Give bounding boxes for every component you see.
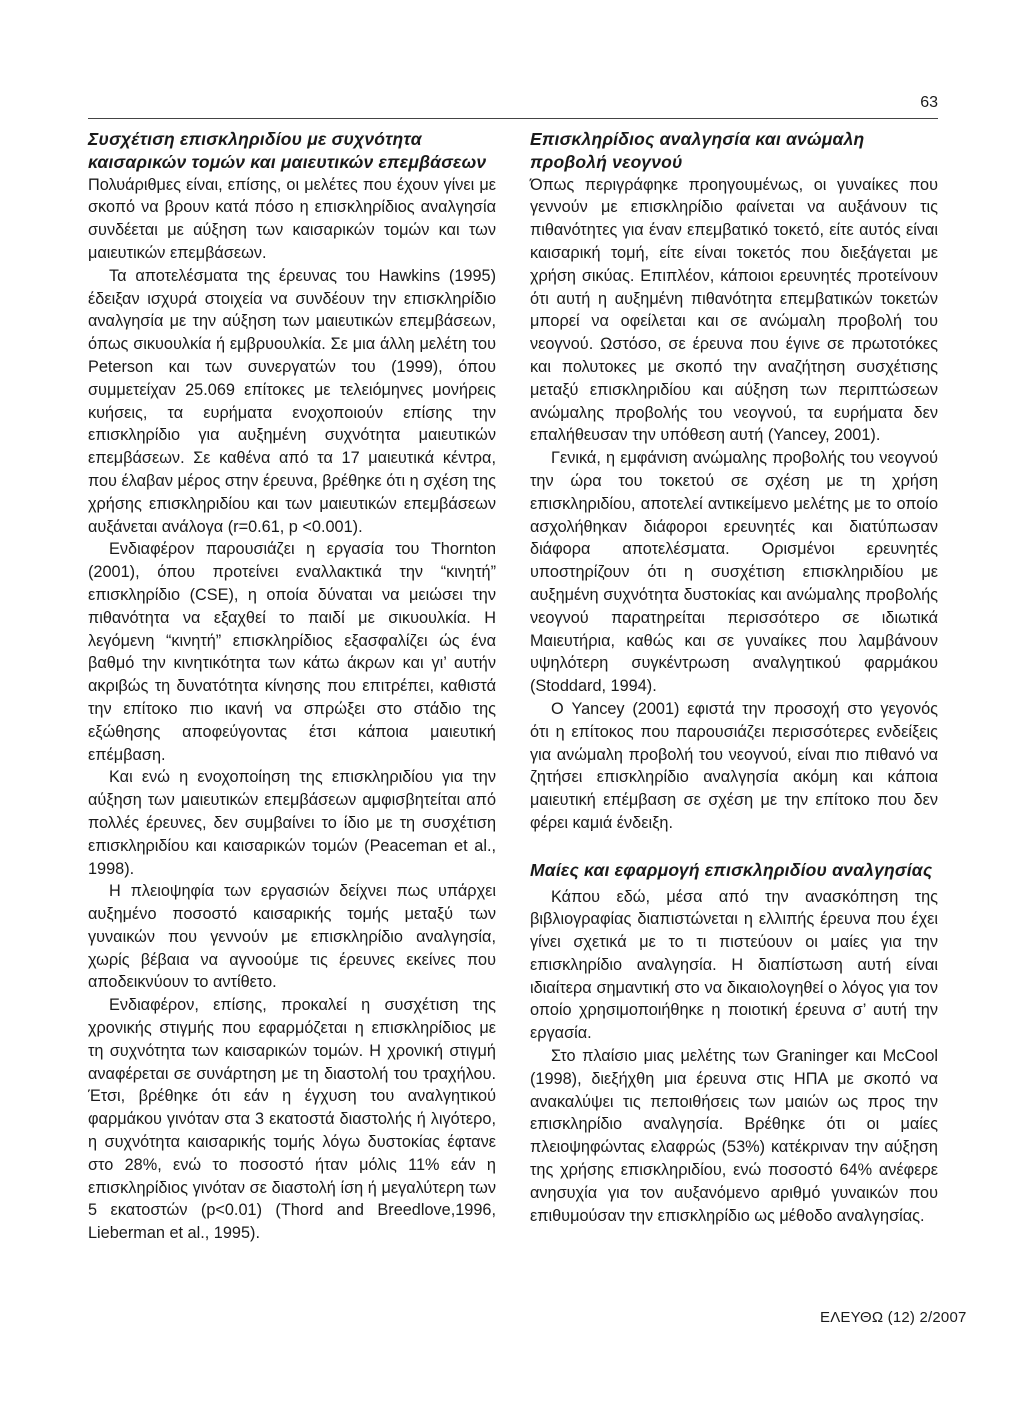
journal-footer: ΕΛΕΥΘΩ (12) 2/2007: [820, 1309, 967, 1326]
paragraph: Κάπου εδώ, μέσα από την ανασκόπηση της βιβλιογραφίας διαπιστώνεται η ελλιπής έρευνα που έχει γίνει σχετικά με το τι πιστεύουν οι μαίες για την επισκληρίδιο αναλγησία. Η διαπίστωση αυτή είναι ιδιαίτερα σημαντική στο να δικαιολογηθεί ο λόγος για τον οποίο χρησιμοποιήθηκε η ποιοτική έρευνα σ’ αυτή την εργασία.: [530, 887, 938, 1043]
section-heading-cesarean-correlation: Συσχέτιση επισκληριδίου με συχνότητα καισαρικών τομών και μαιευτικών επεμβάσεων: [88, 129, 487, 172]
paragraph: Πολυάριθμες είναι, επίσης, οι μελέτες που έχουν γίνει με σκοπό να βρουν κατά πόσο η επισκληρίδιος αναλγησία συνδέεται με αύξηση των καισαρικών τομών και των μαιευτικών επεμβάσεων.: [88, 175, 496, 262]
paragraph: Τα αποτελέσματα της έρευνας του Hawkins (1995) έδειξαν ισχυρά στοιχεία να συνδέουν την επισκληρίδιο αναλγησία με την αύξηση των μαιευτικών επεμβάσεων, όπως σικυουλκία ή εμβρυουλκία. Σε μια άλλη μελέτη του Peterson και των συνεργατών του (1999), όπου συμμετείχαν 25.069 επίτοκες με τελειόμηνες μονήρεις κυήσεις, τα ευρήματα ενοχοποιούν επίσης την επισκληρίδιο για αυξημένη συχνότητα μαιευτικών επεμβάσεων. Σε καθένα από τα 17 μαιευτικά κέντρα, που έλαβαν μέρος στην έρευνα, βρέθηκε ότι η σχέση της χρήσης επισκληριδίου και των μαιευτικών επεμβάσεων αυξάνεται ανάλογα (r=0.61, p <0.001).: [88, 266, 497, 536]
header-rule: [88, 118, 938, 119]
paragraph: Στο πλαίσιο μιας μελέτης των Graninger και McCool (1998), διεξήχθη μια έρευνα στις ΗΠΑ με σκοπό να ανακαλύψει τις πεποιθήσεις των μαιών ως προς την επισκληρίδιο αναλγησία. Βρέθηκε ότι οι μαίες πλειοψηφώντας ελαφρώς (53%) κατέκριναν την αύξηση της χρήσης επισκληριδίου, ενώ ποσοστό 64% ανέφερε ανησυχία για τον αυξανόμενο αριθμό γυναικών που επιθυμούσαν την επισκληρίδιο ως μέθοδο αναλγησίας.: [530, 1047, 938, 1225]
paragraph: Όπως περιγράφηκε προηγουμένως, οι γυναίκες που γεννούν με επισκληρίδιο φαίνεται να αυξάνουν τις πιθανότητες για έναν επεμβατικό τοκετό, είτε αυτός είναι καισαρική τομή, είτε είναι τοκετός που διεξάγεται με χρήση σικύας. Επιπλέον, κάποιοι ερευνητές προτείνουν ότι αυτή η αυξημένη πιθανότητα επεμβατικών τοκετών μπορεί να οφείλεται και σε ανώμαλη προβολή του νεογνού. Ωστόσο, σε έρευνα που έγινε σε πρωτοτόκες και πολυτοκες με σκοπό την αναζήτηση συσχέτισης μεταξύ επισκληριδίου και αύξηση των περιπτώσεων ανώμαλης προβολής του νεογνού, τα ευρήματα δεν επαλήθευσαν την υπόθεση αυτή (Yancey, 2001).: [530, 175, 938, 445]
paragraph: Ενδιαφέρον παρουσιάζει η εργασία του Thornton (2001), όπου προτείνει εναλλακτικά την “κινητή” επισκληρίδιο (CSE), η οποία δύναται να μειώσει την πιθανότητα να εξαχθεί το παιδί με σικυουλκία. Η λεγόμενη “κινητή” επισκληρίδιος εξασφαλίζει ώς ένα βαθμό την κινητικότητα των κάτω άκρων και γι’ αυτήν ακριβώς τη δυνατότητα κίνησης που επιτρέπει, καθιστά την επίτοκο πιο ικανή να σπρώξει στο στάδιο της εξώθησης αποφεύγοντας έτσι κάποια μαιευτική επέμβαση.: [88, 540, 496, 764]
page-number: 63: [920, 94, 938, 111]
left-column: [88, 128, 496, 1245]
paragraph: Και ενώ η ενοχοποίηση της επισκληριδίου για την αύξηση των μαιευτικών επεμβάσεων αμφισβητείται από πολλές έρευνες, δεν συμβαίνει το ίδιο με τη συσχέτιση επισκληριδίου και καισαρικών τομών (Peaceman et al., 1998).: [88, 768, 496, 878]
paragraph: Η πλειοψηφία των εργασιών δείχνει πως υπάρχει αυξημένο ποσοστό καισαρικής τομής μεταξύ των γυναικών που γεννούν με επισκληρίδιο αναλγησία, χωρίς βέβαια να αγνοούμε τις έρευνες εκείνες που αποδεικνύουν το αντίθετο.: [88, 882, 496, 992]
paragraph: Ο Yancey (2001) εφιστά την προσοχή στο γεγονός ότι η επίτοκος που παρουσιάζει περισσότερες ενδείξεις για ανώμαλη προβολή του νεογνού, είναι πιο πιθανό να ζητήσει επισκληρίδιο αναλγησία ακόμη και κάποια μαιευτική επέμβαση σε σχέση με την επίτοκο που δεν φέρει καμιά ένδειξη.: [530, 699, 938, 832]
right-column: [530, 128, 938, 1227]
section-heading-malpresentation: Επισκληρίδιος αναλγησία και ανώμαλη προβολή νεογνού: [530, 129, 865, 172]
paragraph: Γενικά, η εμφάνιση ανώμαλης προβολής του νεογνού την ώρα του τοκετού σε σχέση με τη χρήση επισκληριδίου, αποτελεί αντικείμενο μελέτης με το οποίο ασχολήθηκαν διάφοροι ερευνητές και διατύπωσαν διάφορα αποτελέσματα. Ορισμένοι ερευνητές υποστηρίζουν ότι η συσχέτιση επισκληριδίου με αυξημένη συχνότητα δυστοκίας και ανώμαλης προβολής νεογνού παρατηρείται περισσότερο σε ιδιωτικά Μαιευτήρια, καθώς και σε γυναίκες που λαμβάνουν υψηλότερη συγκέντρωση αναλγητικού φαρμάκου (Stoddard, 1994).: [530, 449, 938, 696]
paragraph: Ενδιαφέρον, επίσης, προκαλεί η συσχέτιση της χρονικής στιγμής που εφαρμόζεται η επισκληρίδιος με τη συχνότητα των καισαρικών τομών. Η χρονική στιγμή αναφέρεται σε συνάρτηση με τη διαστολή του τραχήλου. Έτσι, βρέθηκε ότι εάν η έγχυση του αναλγητικού φαρμάκου γινόταν στα 3 εκατοστά διαστολής ή λιγότερο, η συχνότητα καισαρικής τομής λόγω δυστοκίας έφτανε στο 28%, ενώ το ποσοστό ήταν μόλις 11% εάν η επισκληρίδιος γινόταν σε διαστολή ίση ή μεγαλύτερη των 5 εκατοστών (p<0.01) (Thord and Breedlove,1996, Lieberman et al., 1995).: [88, 996, 496, 1243]
section-heading-midwives: Μαίες και εφαρμογή επισκληριδίου αναλγησίας: [530, 859, 933, 880]
